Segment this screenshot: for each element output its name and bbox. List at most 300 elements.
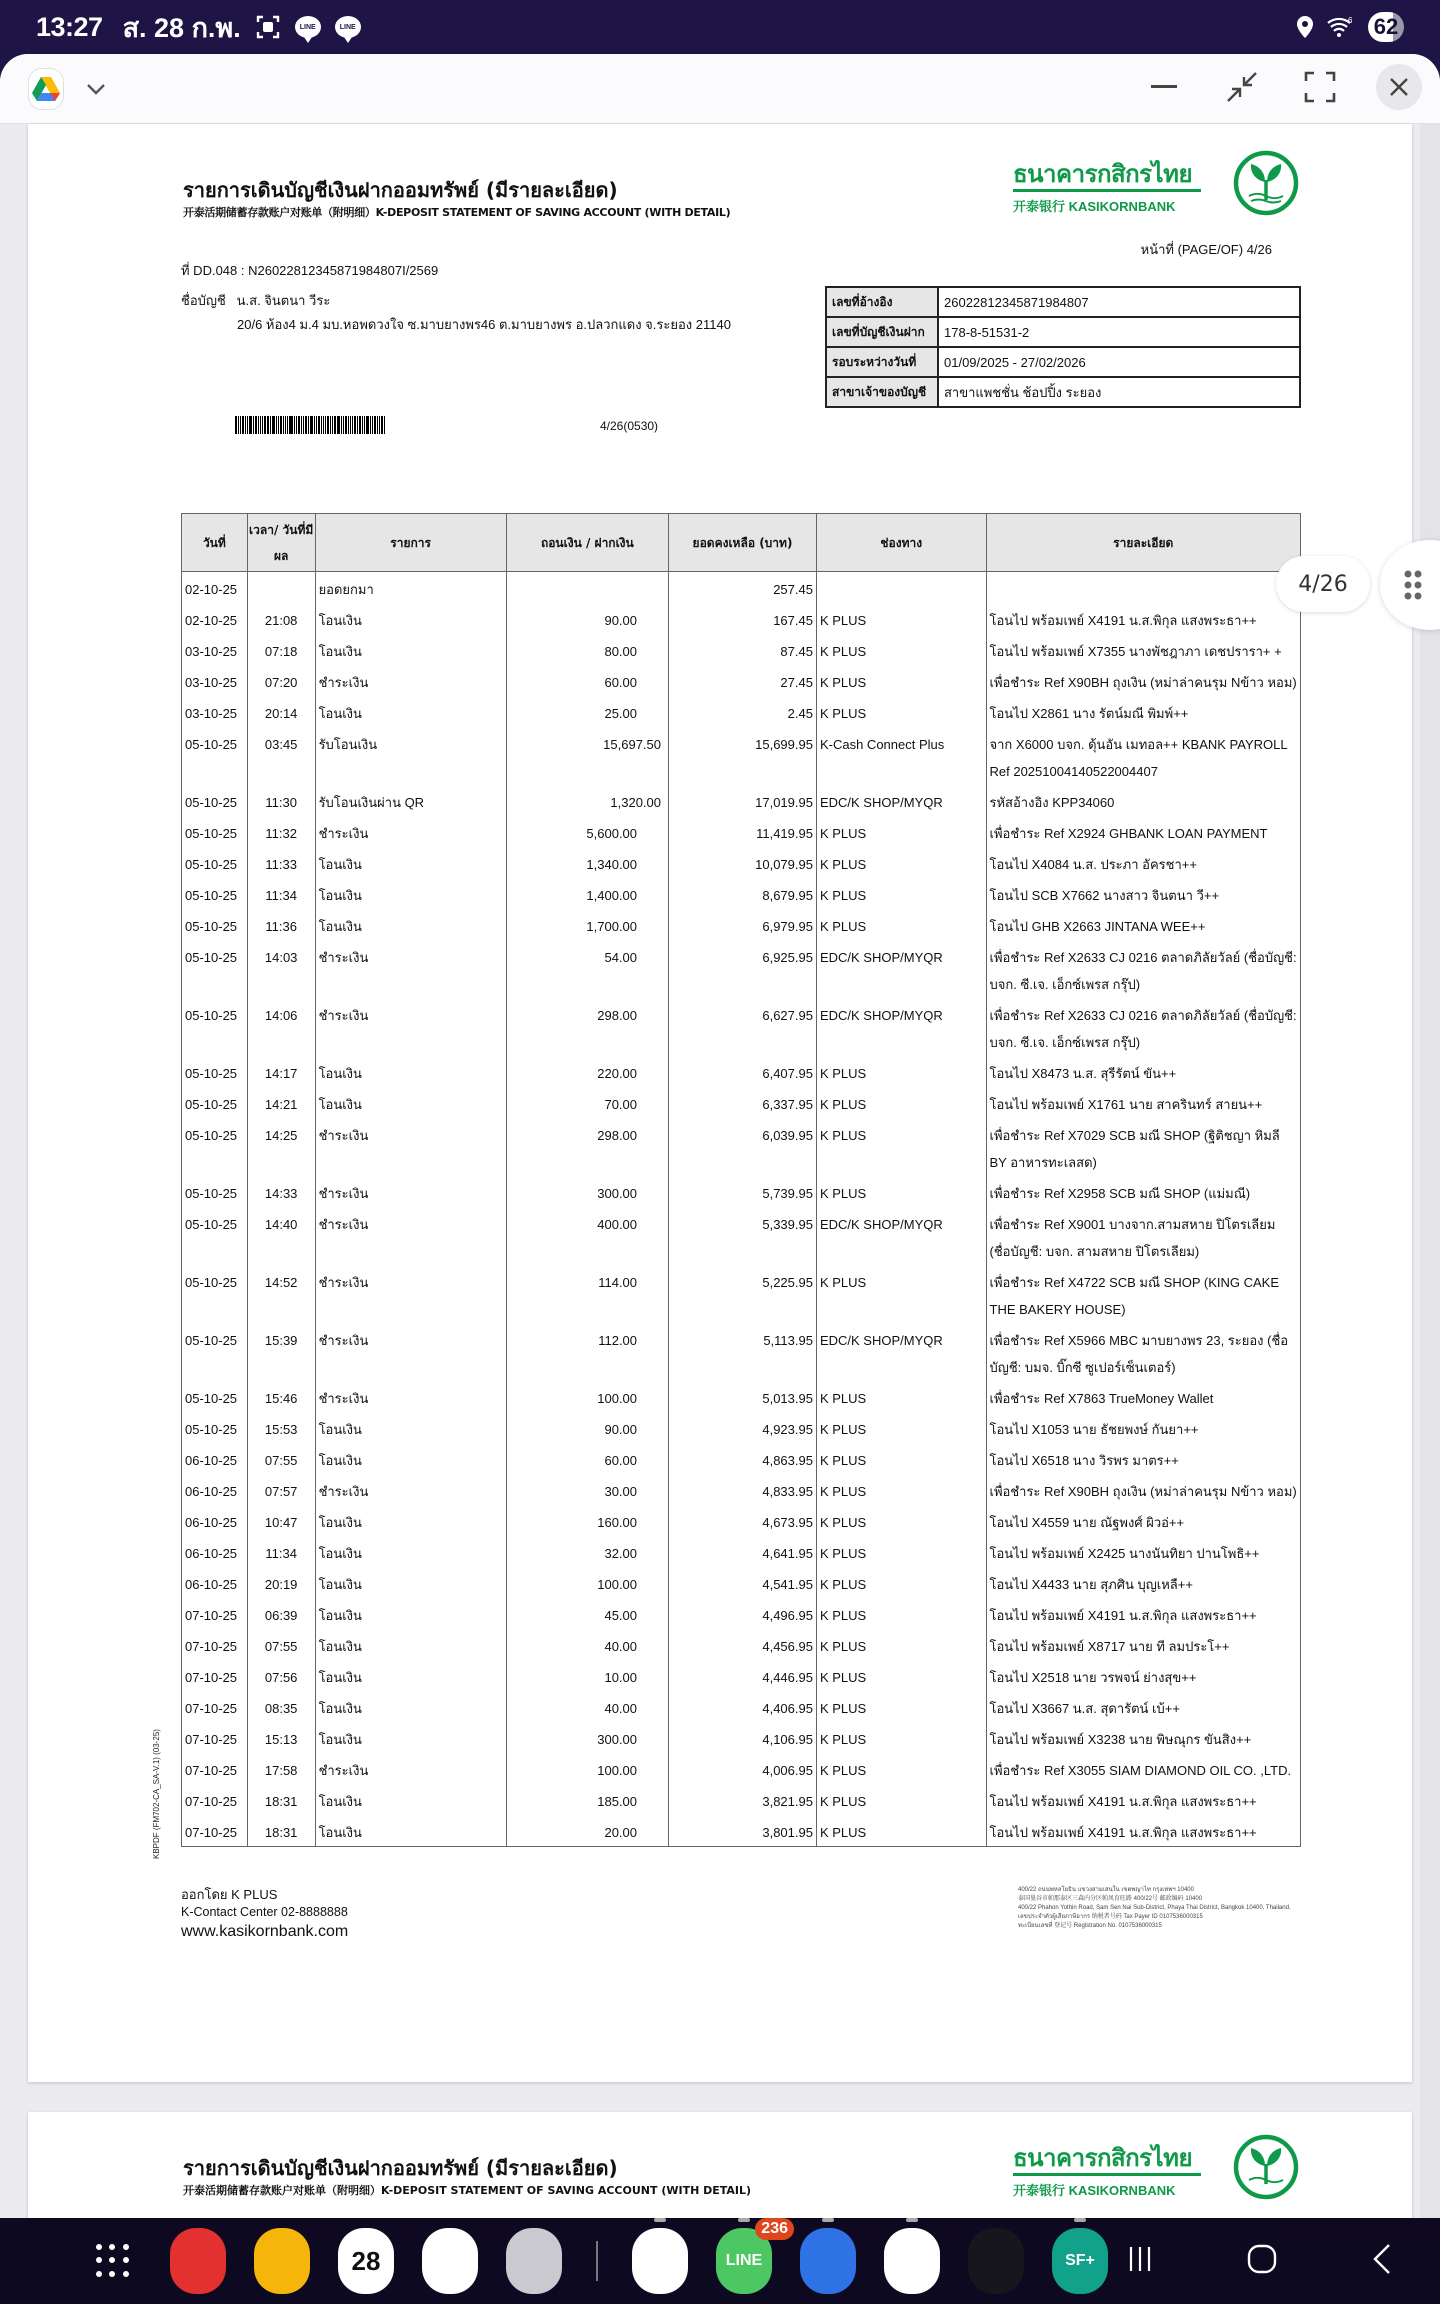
cell-amount xyxy=(506,1629,668,1660)
cell-description: รับโอนเงินผ่าน QR xyxy=(315,785,506,816)
cell-amount xyxy=(506,1660,668,1691)
cell-channel: K PLUS xyxy=(816,696,986,727)
cell-date: 07-10-25 xyxy=(182,1691,248,1722)
cell-amount xyxy=(506,909,668,940)
table-row xyxy=(182,1784,1301,1815)
cell-description: ชำระเงิน xyxy=(315,1474,506,1505)
google-drive-app-icon[interactable] xyxy=(632,2228,688,2294)
account-name-row xyxy=(181,290,330,311)
table-header-row xyxy=(182,514,1301,572)
cell-detail: โอนไป พร้อมเพย์ X3238 นาย พิษณุกร ขันสิง++ xyxy=(986,1722,1301,1753)
table-row xyxy=(182,1323,1301,1381)
chrome-app-icon[interactable] xyxy=(884,2228,940,2294)
cell-channel: K PLUS xyxy=(816,665,986,696)
table-row xyxy=(182,634,1301,665)
table-row xyxy=(182,909,1301,940)
smart-switch-app-icon[interactable] xyxy=(800,2228,856,2294)
cell-time: 15:13 xyxy=(247,1722,315,1753)
table-row xyxy=(182,603,1301,634)
cell-time: 21:08 xyxy=(247,603,315,634)
cell-description: โอนเงิน xyxy=(315,1660,506,1691)
cell-description: โอนเงิน xyxy=(315,1629,506,1660)
cell-balance: 6,337.95 xyxy=(669,1087,817,1118)
cell-time: 07:55 xyxy=(247,1443,315,1474)
cell-date: 05-10-25 xyxy=(182,816,248,847)
cell-detail: โอนไป X4559 นาย ณัฐพงศ์ ผิวอ่++ xyxy=(986,1505,1301,1536)
cell-time: 10:47 xyxy=(247,1505,315,1536)
cell-time: 03:45 xyxy=(247,727,315,785)
cell-balance: 17,019.95 xyxy=(669,785,817,816)
kbank-leaf-icon xyxy=(1233,150,1299,216)
fullscreen-button[interactable] xyxy=(1298,65,1342,109)
cell-channel: K PLUS xyxy=(816,1505,986,1536)
cell-balance: 6,039.95 xyxy=(669,1118,817,1176)
amount-value: 90.00 xyxy=(604,1422,638,1437)
cell-time: 18:31 xyxy=(247,1784,315,1815)
line-app-icon[interactable] xyxy=(716,2220,788,2294)
kbank-leaf-icon xyxy=(1233,2134,1299,2200)
table-row xyxy=(182,1505,1301,1536)
cell-description: โอนเงิน xyxy=(315,847,506,878)
address-line: เลขประจำตัวผู้เสียภาษีอากร 纳税者号码 Tax Payer ID 0107536000315 xyxy=(1018,1914,1203,1920)
cell-amount xyxy=(506,816,668,847)
table-row xyxy=(182,665,1301,696)
cell-date: 03-10-25 xyxy=(182,634,248,665)
cell-amount xyxy=(506,1815,668,1847)
cell-channel: K PLUS xyxy=(816,1536,986,1567)
amount-value: 100.00 xyxy=(597,1391,638,1406)
tiktok-app-icon[interactable] xyxy=(968,2228,1024,2294)
info-row-period xyxy=(826,347,1300,377)
table-row xyxy=(182,1207,1301,1265)
cell-channel: K PLUS xyxy=(816,1660,986,1691)
cell-description: ชำระเงิน xyxy=(315,1118,506,1176)
cell-detail: โอนไป พร้อมเพย์ X1761 นาย สาครินทร์ สายน++ xyxy=(986,1087,1301,1118)
table-row xyxy=(182,1412,1301,1443)
cell-balance: 5,013.95 xyxy=(669,1381,817,1412)
cell-channel: K PLUS xyxy=(816,1265,986,1323)
calendar-app-icon[interactable] xyxy=(338,2228,394,2294)
cell-detail: โอนไป พร้อมเพย์ X8717 นาย ที ลมประโ++ xyxy=(986,1629,1301,1660)
cell-description: ชำระเงิน xyxy=(315,1176,506,1207)
cell-date: 05-10-25 xyxy=(182,1087,248,1118)
cell-channel: K PLUS xyxy=(816,1629,986,1660)
app-switcher-button[interactable] xyxy=(28,68,64,110)
cell-description: โอนเงิน xyxy=(315,1567,506,1598)
cell-amount xyxy=(506,878,668,909)
cell-date: 05-10-25 xyxy=(182,1323,248,1381)
cell-date: 07-10-25 xyxy=(182,1722,248,1753)
amount-value: 30.00 xyxy=(604,1484,638,1499)
cell-description: โอนเงิน xyxy=(315,1691,506,1722)
cell-balance: 4,456.95 xyxy=(669,1629,817,1660)
location-icon xyxy=(1296,15,1314,39)
cell-detail: จาก X6000 บจก. ดุ้นอัน เมทอล++ KBANK PAYROLL Ref 20251004140522004407 xyxy=(986,727,1301,785)
cell-amount xyxy=(506,785,668,816)
cell-balance: 4,923.95 xyxy=(669,1412,817,1443)
battery-level: 62 xyxy=(1368,12,1404,42)
cell-detail: โอนไป X4433 นาย สุภศิน บุญเหลื++ xyxy=(986,1567,1301,1598)
form-code: KBPDF (FM702-CA_SA-V.1) (03-25) xyxy=(152,1729,161,1859)
cell-channel: K PLUS xyxy=(816,1474,986,1505)
info-value: 26022812345871984807 xyxy=(938,287,1300,317)
camera-app-icon[interactable] xyxy=(506,2228,562,2294)
cell-time: 14:06 xyxy=(247,998,315,1056)
cell-amount xyxy=(506,1412,668,1443)
address-line: 400/22 Phahon Yothin Road, Sam Sen Nai Sub-District, Phaya Thai District, Bangkok 10400, Thailand. xyxy=(1018,1905,1291,1911)
cell-date: 07-10-25 xyxy=(182,1660,248,1691)
cell-description: โอนเงิน xyxy=(315,1784,506,1815)
kasikornbank-logo xyxy=(1013,154,1303,224)
cell-detail: เพื่อชำระ Ref X7863 TrueMoney Wallet xyxy=(986,1381,1301,1412)
cell-date: 05-10-25 xyxy=(182,1381,248,1412)
cell-channel: K PLUS xyxy=(816,1753,986,1784)
cell-description: โอนเงิน xyxy=(315,696,506,727)
cell-balance: 4,641.95 xyxy=(669,1536,817,1567)
cell-date: 06-10-25 xyxy=(182,1474,248,1505)
dock-separator xyxy=(596,2241,598,2281)
cell-description: ชำระเงิน xyxy=(315,1265,506,1323)
recents-icon xyxy=(1128,2245,1152,2273)
cell-channel: K PLUS xyxy=(816,816,986,847)
cell-time: 14:17 xyxy=(247,1056,315,1087)
cell-channel: K PLUS xyxy=(816,1815,986,1847)
cell-date: 05-10-25 xyxy=(182,1056,248,1087)
cell-time: 07:57 xyxy=(247,1474,315,1505)
footer-contact-block xyxy=(181,1884,348,1941)
cell-time: 06:39 xyxy=(247,1598,315,1629)
page-indicator[interactable]: 4/26 xyxy=(1276,556,1370,612)
cell-date: 05-10-25 xyxy=(182,940,248,998)
table-row xyxy=(182,1176,1301,1207)
cell-balance: 10,079.95 xyxy=(669,847,817,878)
cell-detail: เพื่อชำระ Ref X5966 MBC มาบยางพร 23, ระยอง (ชื่อบัญชี: บมจ. บิ๊กซี ซูเปอร์เซ็นเตอร์) xyxy=(986,1323,1301,1381)
cell-balance: 4,673.95 xyxy=(669,1505,817,1536)
header-detail: รายละเอียด xyxy=(986,514,1301,572)
pdf-page-next xyxy=(28,2112,1412,2218)
amount-value: 185.00 xyxy=(597,1794,638,1809)
cell-date: 06-10-25 xyxy=(182,1443,248,1474)
cell-balance: 4,496.95 xyxy=(669,1598,817,1629)
status-bar xyxy=(0,0,1440,54)
line-notification-icon: LINE xyxy=(335,16,361,38)
app-label: 28 xyxy=(351,2245,381,2276)
app-drawer-icon[interactable] xyxy=(96,2244,130,2278)
cell-date: 07-10-25 xyxy=(182,1784,248,1815)
home-button[interactable] xyxy=(1247,2244,1277,2278)
amount-value: 90.00 xyxy=(604,613,638,628)
app-label: LINE xyxy=(725,2252,763,2269)
close-icon xyxy=(1389,77,1409,97)
table-row xyxy=(182,847,1301,878)
cell-date: 05-10-25 xyxy=(182,1265,248,1323)
cell-amount xyxy=(506,1536,668,1567)
cell-balance: 27.45 xyxy=(669,665,817,696)
cell-channel: EDC/K SHOP/MYQR xyxy=(816,998,986,1056)
table-row xyxy=(182,1474,1301,1505)
cell-detail: เพื่อชำระ Ref X2633 CJ 0216 ตลาดภิลัยวัลย์ (ชื่อบัญชี: บจก. ซี.เจ. เอ็กซ์เพรส กรุ๊ป) xyxy=(986,940,1301,998)
barcode-number: 4/26(0530) xyxy=(600,419,659,433)
table-row xyxy=(182,1629,1301,1660)
address-line: ทะเบียนเลขที่ 登记号 Registration No. 0107536000315 xyxy=(1018,1923,1162,1929)
cell-date: 05-10-25 xyxy=(182,909,248,940)
cell-channel: EDC/K SHOP/MYQR xyxy=(816,1207,986,1265)
close-button[interactable] xyxy=(1376,64,1422,110)
page-of-label: หน้าที่ (PAGE/OF) 4/26 xyxy=(1140,242,1272,257)
cell-balance: 2.45 xyxy=(669,696,817,727)
messages-app-icon[interactable] xyxy=(422,2228,478,2294)
cell-channel: K PLUS xyxy=(816,878,986,909)
cell-detail: โอนไป X2861 นาง รัตน์มณี พิมพ์++ xyxy=(986,696,1301,727)
cell-detail: เพื่อชำระ Ref X90BH ถุงเงิน (หม่าล่าคนรุม Nข้าว หอม) xyxy=(986,665,1301,696)
cell-date: 02-10-25 xyxy=(182,603,248,634)
app-label: SF+ xyxy=(1065,2252,1095,2269)
status-date: ส. 28 ก.พ. xyxy=(122,12,241,43)
cell-detail: โอนไป พร้อมเพย์ X2425 นางนันทิยา ปานโพธิ++ xyxy=(986,1536,1301,1567)
amount-value: 300.00 xyxy=(597,1186,638,1201)
document-number: ที่ DD.048 : N26022812345871984807I/2569 xyxy=(181,263,439,278)
shrink-button[interactable] xyxy=(1220,65,1264,109)
cell-time: 07:56 xyxy=(247,1660,315,1691)
cell-detail: รหัสอ้างอิง KPP34060 xyxy=(986,785,1301,816)
cell-channel: EDC/K SHOP/MYQR xyxy=(816,1323,986,1381)
cell-detail: โอนไป พร้อมเพย์ X4191 น.ส.พิกุล แสงพระธา++ xyxy=(986,1815,1301,1847)
cell-channel: K PLUS xyxy=(816,1381,986,1412)
cell-amount xyxy=(506,998,668,1056)
cell-date: 05-10-25 xyxy=(182,1412,248,1443)
cell-balance: 87.45 xyxy=(669,634,817,665)
cell-detail: โอนไป X1053 นาย ธัชยพงษ์ กันยา++ xyxy=(986,1412,1301,1443)
table-row xyxy=(182,1381,1301,1412)
cell-time: 14:25 xyxy=(247,1118,315,1176)
recents-button[interactable] xyxy=(1128,2245,1152,2277)
cell-date: 06-10-25 xyxy=(182,1505,248,1536)
cell-description: ชำระเงิน xyxy=(315,1323,506,1381)
bank-name-english: 开泰银行 KASIKORNBANK xyxy=(1013,199,1176,214)
cell-time: 11:34 xyxy=(247,1536,315,1567)
amount-value: 114.00 xyxy=(598,1275,638,1290)
document-title: รายการเดินบัญชีเงินฝากออมทรัพย์ (มีรายละเอียด) xyxy=(183,2156,618,2180)
cell-amount xyxy=(506,572,668,604)
files-app-icon[interactable] xyxy=(254,2228,310,2294)
cell-time: 08:35 xyxy=(247,1691,315,1722)
table-row xyxy=(182,1691,1301,1722)
cell-amount xyxy=(506,1691,668,1722)
cell-description: โอนเงิน xyxy=(315,634,506,665)
table-row xyxy=(182,1265,1301,1323)
amount-value: 54.00 xyxy=(604,950,638,965)
table-row xyxy=(182,572,1301,604)
cell-date: 05-10-25 xyxy=(182,1176,248,1207)
amount-value: 5,600.00 xyxy=(586,826,638,841)
amount-value: 400.00 xyxy=(597,1217,638,1232)
cell-detail: เพื่อชำระ Ref X4722 SCB มณี SHOP (KING CAKE THE BAKERY HOUSE) xyxy=(986,1265,1301,1323)
cell-balance: 4,106.95 xyxy=(669,1722,817,1753)
header-channel: ช่องทาง xyxy=(816,514,986,572)
cell-balance: 6,925.95 xyxy=(669,940,817,998)
info-label: สาขาเจ้าของบัญชี xyxy=(826,377,938,407)
barcode xyxy=(235,416,461,434)
table-row xyxy=(182,1598,1301,1629)
amount-value: 60.00 xyxy=(604,1453,638,1468)
cell-balance: 15,699.95 xyxy=(669,727,817,785)
address-line: 泰国曼谷市帕那泰区三森内分区帕凤育旺路 400/22号 邮政编码 10400 xyxy=(1018,1896,1203,1902)
cell-date: 05-10-25 xyxy=(182,847,248,878)
info-row-account-number xyxy=(826,317,1300,347)
amount-value: 298.00 xyxy=(597,1128,638,1143)
amount-value: 112.00 xyxy=(598,1333,638,1348)
cell-balance: 4,446.95 xyxy=(669,1660,817,1691)
amount-value: 25.00 xyxy=(604,706,638,721)
fullscreen-icon xyxy=(1304,71,1336,103)
amount-value: 100.00 xyxy=(597,1577,638,1592)
cell-detail: เพื่อชำระ Ref X2958 SCB มณี SHOP (แม่มณี) xyxy=(986,1176,1301,1207)
cell-date: 03-10-25 xyxy=(182,665,248,696)
cell-time: 14:03 xyxy=(247,940,315,998)
info-value: สาขาแพชชั่น ช้อปปิ้ง ระยอง xyxy=(938,377,1300,407)
table-row xyxy=(182,785,1301,816)
cell-balance: 8,679.95 xyxy=(669,878,817,909)
info-row-branch xyxy=(826,377,1300,407)
cell-balance: 6,407.95 xyxy=(669,1056,817,1087)
address-line: 400/22 ถนนพหลโยธิน แขวงสามเสนใน เขตพญาไท กรุงเทพฯ 10400 xyxy=(1018,1887,1194,1893)
cell-detail: โอนไป X2518 นาย วรพจน์ ย่างสุข++ xyxy=(986,1660,1301,1691)
cell-description: โอนเงิน xyxy=(315,1815,506,1847)
table-row xyxy=(182,1118,1301,1176)
cell-date: 05-10-25 xyxy=(182,1207,248,1265)
table-row xyxy=(182,1087,1301,1118)
account-info-table xyxy=(825,286,1301,408)
cell-date: 05-10-25 xyxy=(182,1118,248,1176)
document-subtitle: 开泰活期储蓄存款账户对账单（附明细）K-DEPOSIT STATEMENT OF SAVING ACCOUNT (WITH DETAIL) xyxy=(183,2184,752,2197)
cell-amount xyxy=(506,1323,668,1381)
amount-value: 10.00 xyxy=(604,1670,638,1685)
cell-amount xyxy=(506,1118,668,1176)
cell-balance: 4,406.95 xyxy=(669,1691,817,1722)
cell-balance: 6,979.95 xyxy=(669,909,817,940)
cell-description: โอนเงิน xyxy=(315,1598,506,1629)
account-name: น.ส. จินตนา วีระ xyxy=(236,293,331,308)
cell-description: ชำระเงิน xyxy=(315,1207,506,1265)
cell-amount xyxy=(506,1598,668,1629)
kasikornbank-logo xyxy=(1013,2138,1303,2208)
logo-rule xyxy=(1013,189,1201,192)
minimize-button[interactable] xyxy=(1142,65,1186,109)
cell-description: ชำระเงิน xyxy=(315,816,506,847)
cell-balance: 257.45 xyxy=(669,572,817,604)
cell-balance: 5,113.95 xyxy=(669,1323,817,1381)
header-amount: ถอนเงิน / ฝากเงิน xyxy=(506,514,668,572)
logo-rule xyxy=(1013,2173,1201,2176)
cell-date: 05-10-25 xyxy=(182,998,248,1056)
notification-badge: 236 xyxy=(755,2218,794,2240)
scrollbar[interactable] xyxy=(1420,124,1440,2218)
cell-balance: 5,339.95 xyxy=(669,1207,817,1265)
back-button[interactable] xyxy=(1372,2243,1392,2279)
cell-amount xyxy=(506,665,668,696)
cell-time: 15:53 xyxy=(247,1412,315,1443)
wifi-icon xyxy=(1326,14,1356,40)
cell-date: 02-10-25 xyxy=(182,572,248,604)
cell-balance: 5,225.95 xyxy=(669,1265,817,1323)
table-row xyxy=(182,1753,1301,1784)
cell-detail: โอนไป GHB X2663 JINTANA WEE++ xyxy=(986,909,1301,940)
line-notification-icon: LINE xyxy=(295,16,321,38)
table-row xyxy=(182,727,1301,785)
cell-date: 07-10-25 xyxy=(182,1753,248,1784)
minimize-icon xyxy=(1151,85,1177,89)
cell-time: 14:21 xyxy=(247,1087,315,1118)
cell-detail xyxy=(986,572,1301,604)
table-row xyxy=(182,1536,1301,1567)
cell-channel: K PLUS xyxy=(816,603,986,634)
notes-app-icon[interactable] xyxy=(170,2228,226,2294)
cell-detail: โอนไป X4084 น.ส. ประภา อัครชา++ xyxy=(986,847,1301,878)
cell-time: 20:14 xyxy=(247,696,315,727)
header-balance: ยอดคงเหลือ (บาท) xyxy=(669,514,817,572)
cell-time: 20:19 xyxy=(247,1567,315,1598)
cell-amount xyxy=(506,1176,668,1207)
table-row xyxy=(182,878,1301,909)
contact-center: K-Contact Center 02-8888888 xyxy=(181,1905,348,1919)
cell-channel: K PLUS xyxy=(816,1722,986,1753)
cell-detail: โอนไป X3667 น.ส. สุดารัตน์ เบ้++ xyxy=(986,1691,1301,1722)
shrink-icon xyxy=(1226,71,1258,103)
cell-detail: เพื่อชำระ Ref X2633 CJ 0216 ตลาดภิลัยวัลย์ (ชื่อบัญชี: บจก. ซี.เจ. เอ็กซ์เพรส กรุ๊ป) xyxy=(986,998,1301,1056)
cell-amount xyxy=(506,940,668,998)
cell-amount xyxy=(506,1087,668,1118)
cell-detail: โอนไป พร้อมเพย์ X4191 น.ส.พิกุล แสงพระธา++ xyxy=(986,1784,1301,1815)
transaction-table xyxy=(181,513,1301,1847)
amount-value: 32.00 xyxy=(604,1546,638,1561)
bank-name-thai: ธนาคารกสิกรไทย xyxy=(1013,2144,1193,2172)
back-icon xyxy=(1372,2243,1392,2275)
cell-detail: โอนไป X6518 นาง วิรพร มาตร++ xyxy=(986,1443,1301,1474)
cell-time: 17:58 xyxy=(247,1753,315,1784)
header-date: วันที่ xyxy=(182,514,248,572)
info-label: รอบระหว่างวันที่ xyxy=(826,347,938,377)
cell-channel: K PLUS xyxy=(816,847,986,878)
amount-value: 1,320.00 xyxy=(610,795,662,810)
issued-by: ออกโดย K PLUS xyxy=(181,1887,278,1902)
cell-time: 14:33 xyxy=(247,1176,315,1207)
table-row xyxy=(182,1567,1301,1598)
pdf-viewer[interactable] xyxy=(0,124,1440,2218)
cell-time: 11:33 xyxy=(247,847,315,878)
header-description: รายการ xyxy=(315,514,506,572)
cell-time: 18:31 xyxy=(247,1815,315,1847)
cell-detail: โอนไป พร้อมเพย์ X7355 นางพัชฎาภา เดชปรารา+ + xyxy=(986,634,1301,665)
table-row xyxy=(182,1056,1301,1087)
taskbar-dock xyxy=(0,2218,1440,2304)
cell-description: โอนเงิน xyxy=(315,909,506,940)
amount-value: 80.00 xyxy=(604,644,638,659)
cell-balance: 5,739.95 xyxy=(669,1176,817,1207)
home-icon xyxy=(1247,2244,1277,2274)
amount-value: 100.00 xyxy=(597,1763,638,1778)
cell-description: โอนเงิน xyxy=(315,1505,506,1536)
table-row xyxy=(182,1660,1301,1691)
cell-time: 11:32 xyxy=(247,816,315,847)
amount-value: 40.00 xyxy=(604,1701,638,1716)
google-drive-icon xyxy=(32,76,60,102)
cell-amount xyxy=(506,1056,668,1087)
table-row xyxy=(182,696,1301,727)
info-label: เลขที่อ้างอิง xyxy=(826,287,938,317)
cell-detail: เพื่อชำระ Ref X9001 บางจาก.สามสหาย ปิโตรเลียม (ชื่อบัญชี: บจก. สามสหาย ปิโตรเลียม) xyxy=(986,1207,1301,1265)
cell-channel: K PLUS xyxy=(816,1118,986,1176)
chevron-down-icon[interactable] xyxy=(86,79,106,99)
